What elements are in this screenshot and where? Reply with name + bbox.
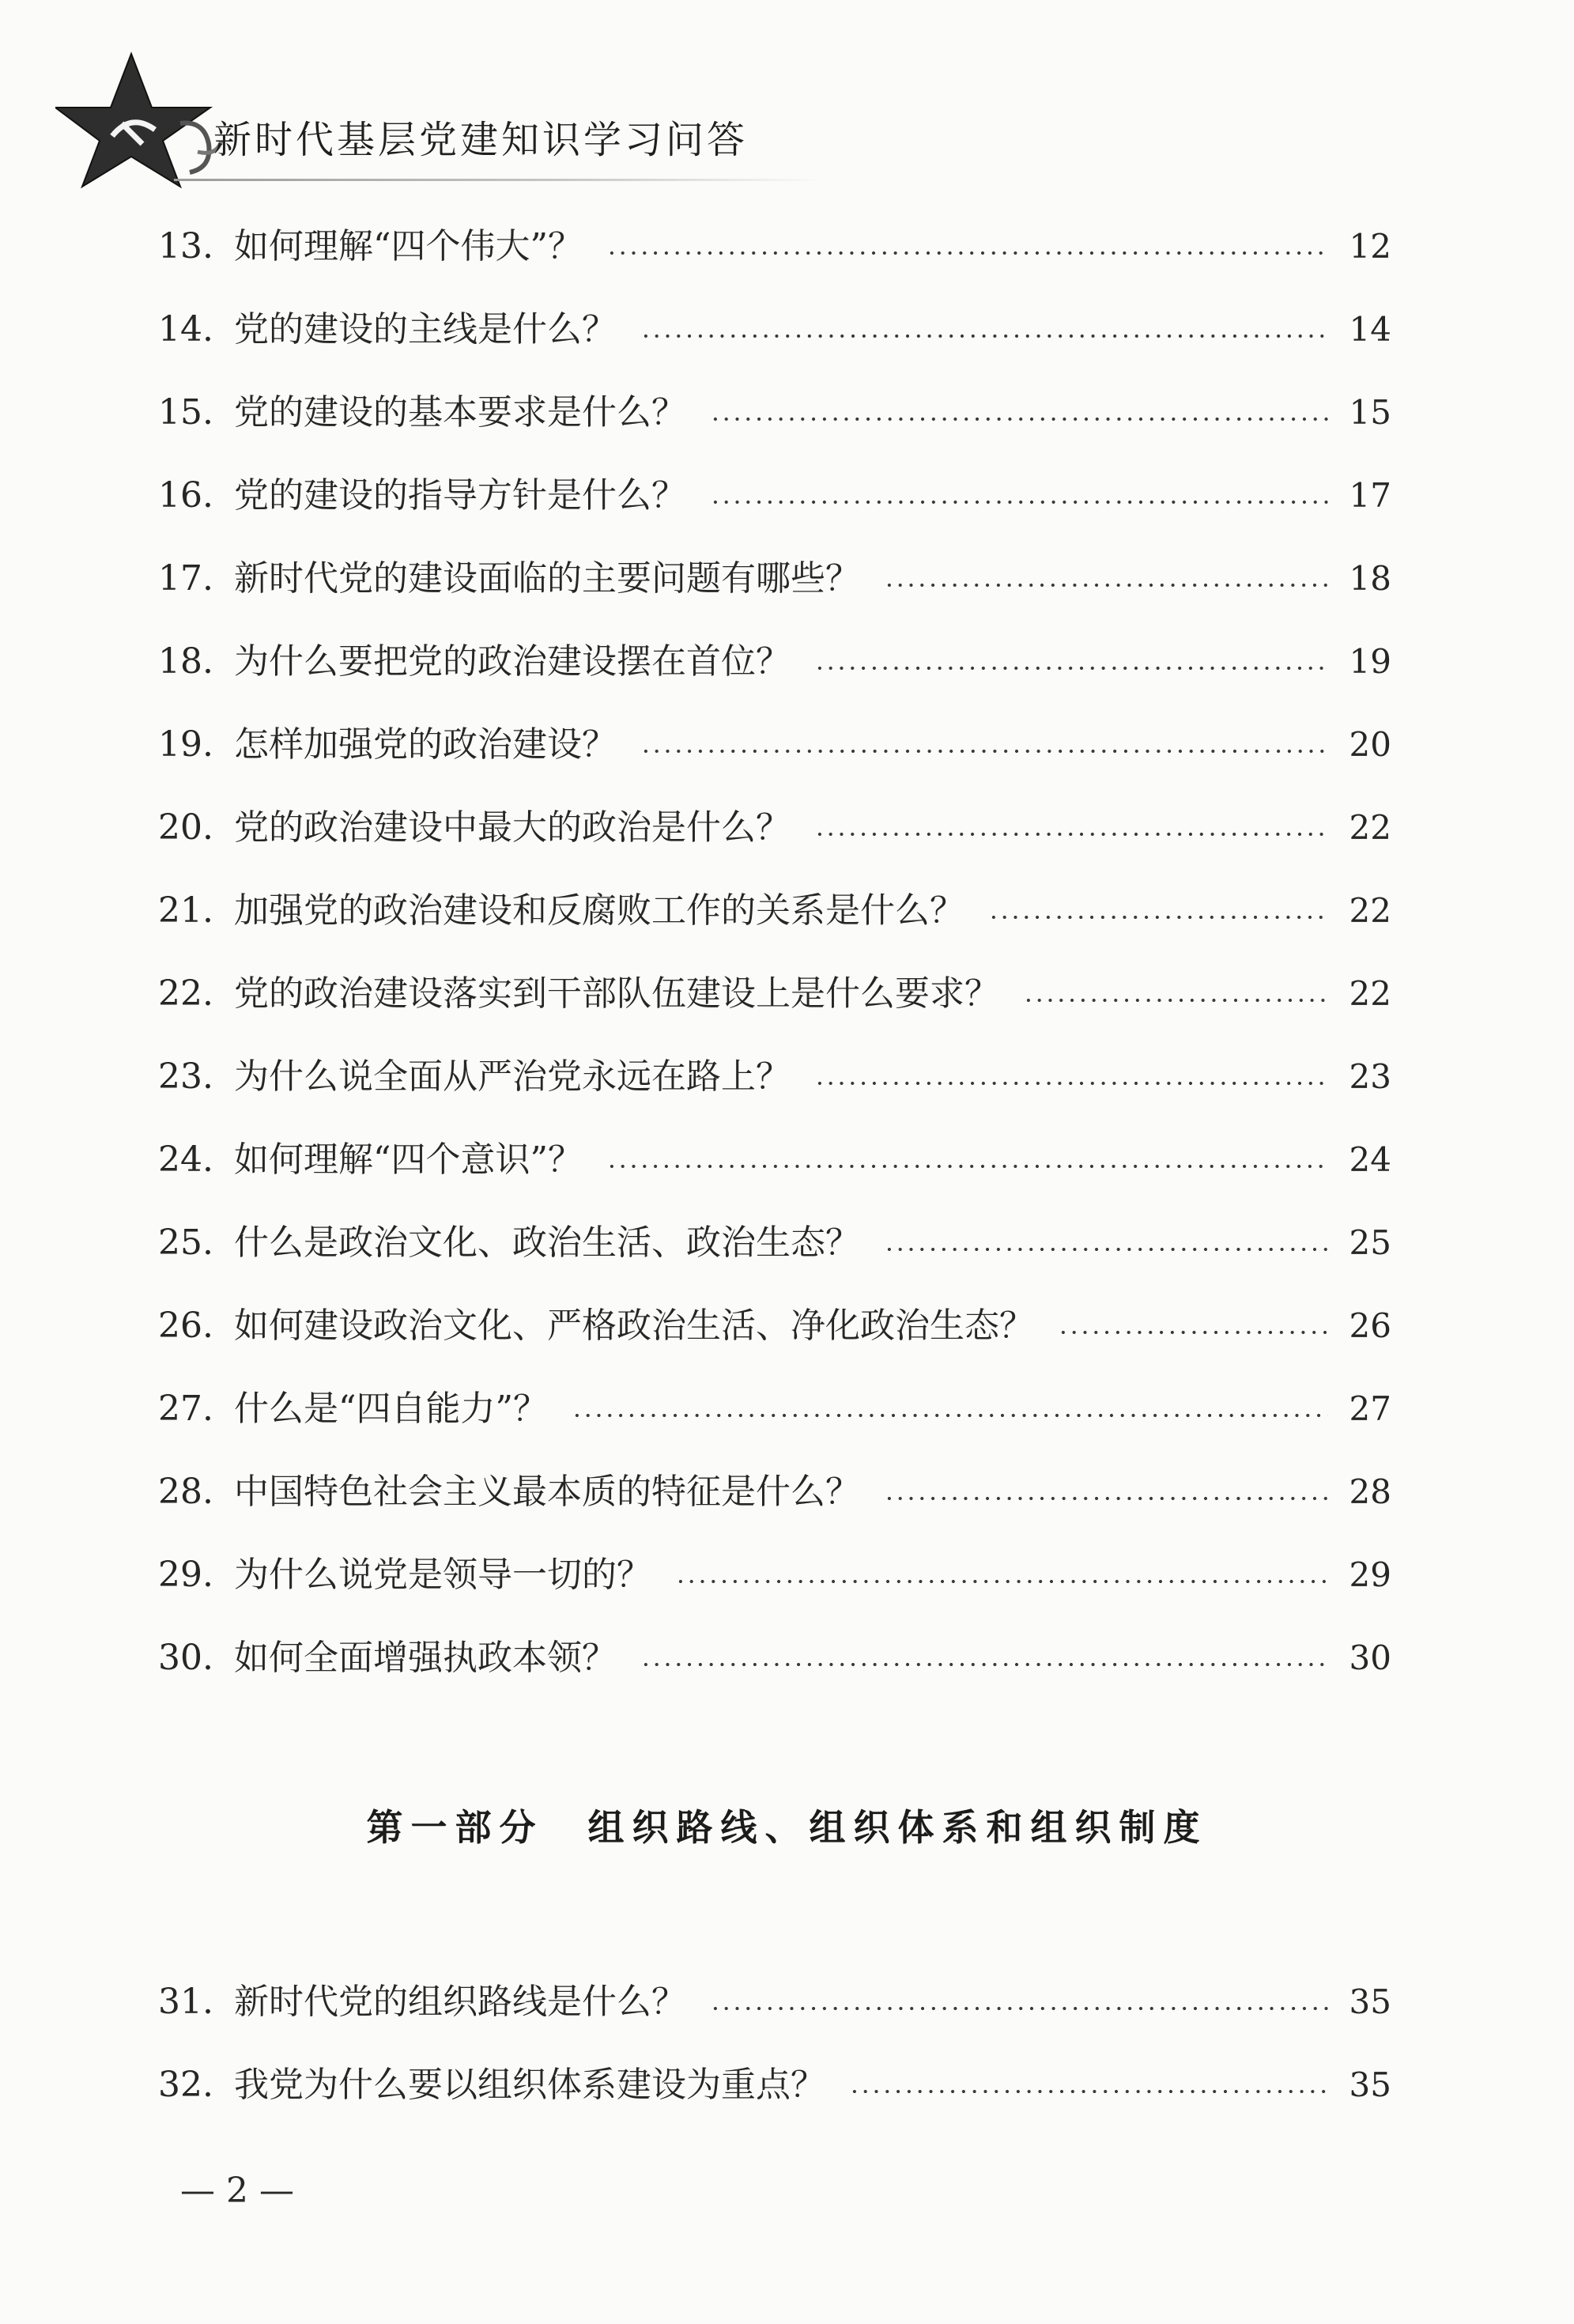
toc-item-title: 为什么说党是领导一切的？ (234, 1555, 651, 1595)
toc-item-title: 党的政治建设落实到干部队伍建设上是什么要求？ (234, 973, 999, 1014)
toc-item-title: 加强党的政治建设和反腐败工作的关系是什么？ (234, 890, 964, 931)
toc-item-number: 26. (158, 1306, 213, 1346)
toc-item-title: 新时代党的建设面临的主要问题有哪些？ (234, 558, 860, 599)
toc-item-number: 24. (158, 1139, 213, 1180)
toc-item-number: 29. (158, 1555, 213, 1595)
toc-item[interactable] (158, 1627, 1391, 1690)
toc-item-page: 35 (1349, 2065, 1391, 2104)
toc-item-title: 中国特色社会主义最本质的特征是什么？ (234, 1472, 860, 1512)
toc-item-number: 15. (158, 392, 213, 433)
toc-item-title: 什么是“四自能力”？ (234, 1389, 548, 1429)
toc-item-number: 19. (158, 724, 213, 765)
toc-dot-leader (988, 915, 1328, 920)
toc-item[interactable] (158, 1971, 1391, 2034)
toc-item-title: 为什么说全面从严治党永远在路上？ (234, 1056, 791, 1097)
toc-item-number: 18. (158, 641, 213, 682)
toc-item-title: 如何全面增强执政本领？ (234, 1638, 617, 1678)
toc-item-page: 26 (1349, 1306, 1391, 1345)
toc-dot-leader (884, 583, 1328, 588)
toc-item-title: 什么是政治文化、政治生活、政治生态？ (234, 1222, 860, 1263)
toc-item-title: 党的政治建设中最大的政治是什么？ (234, 807, 791, 848)
toc-item-number: 32. (158, 2065, 213, 2105)
toc-item-page: 23 (1349, 1057, 1391, 1096)
toc-dot-leader (884, 1247, 1328, 1252)
toc-item-page: 12 (1349, 227, 1391, 266)
toc-item-number: 25. (158, 1222, 213, 1263)
running-header (55, 47, 1439, 190)
toc-item-page: 25 (1349, 1223, 1391, 1262)
toc-item-page: 35 (1349, 1982, 1391, 2021)
toc-item-number: 20. (158, 807, 213, 848)
toc-item-number: 27. (158, 1389, 213, 1429)
toc-item-page: 17 (1349, 476, 1391, 515)
toc-item-number: 31. (158, 1982, 213, 2022)
toc-item[interactable] (158, 298, 1391, 361)
toc-item-page: 19 (1349, 642, 1391, 681)
party-emblem-star-icon (55, 47, 237, 190)
toc-item[interactable] (158, 1544, 1391, 1607)
toc-item-page: 18 (1349, 559, 1391, 598)
toc-dot-leader (675, 1579, 1328, 1584)
toc-item[interactable] (158, 2054, 1391, 2117)
toc-dot-leader (814, 832, 1328, 837)
toc-item-number: 23. (158, 1056, 213, 1097)
page-number: — 2 — (180, 2171, 294, 2211)
toc-item-number: 13. (158, 226, 213, 266)
toc-item-page: 29 (1349, 1555, 1391, 1594)
toc-item-number: 28. (158, 1472, 213, 1512)
toc-item-title: 党的建设的指导方针是什么？ (234, 475, 686, 516)
toc-item-title: 党的建设的主线是什么？ (234, 309, 617, 350)
toc-item-page: 14 (1349, 310, 1391, 349)
toc-item-number: 21. (158, 890, 213, 931)
toc-dot-leader (640, 749, 1328, 754)
toc-item-page: 22 (1349, 974, 1391, 1013)
toc-dot-leader (1058, 1330, 1328, 1335)
toc-item-page: 15 (1349, 393, 1391, 432)
toc-dot-leader (849, 2089, 1328, 2094)
toc-dot-leader (640, 1662, 1328, 1667)
toc-item-number: 22. (158, 973, 213, 1014)
toc-item-page: 28 (1349, 1472, 1391, 1511)
toc-item-number: 16. (158, 475, 213, 516)
toc-item[interactable] (158, 1461, 1391, 1524)
toc-item[interactable] (158, 1128, 1391, 1192)
toc-item[interactable] (158, 1294, 1391, 1358)
toc-item-title: 怎样加强党的政治建设？ (234, 724, 617, 765)
toc-dot-leader (814, 1081, 1328, 1086)
toc-item-title: 新时代党的组织路线是什么？ (234, 1982, 686, 2022)
toc-dot-leader (572, 1413, 1328, 1418)
toc-item[interactable] (158, 381, 1391, 444)
toc-dot-leader (606, 1164, 1328, 1169)
toc-dot-leader (640, 334, 1328, 338)
toc-item[interactable] (158, 796, 1391, 860)
toc-dot-leader (710, 2006, 1328, 2011)
toc-item-title: 我党为什么要以组织体系建设为重点？ (234, 2065, 825, 2105)
toc-item[interactable] (158, 630, 1391, 693)
toc-item-page: 20 (1349, 725, 1391, 764)
toc-item[interactable] (158, 215, 1391, 278)
toc-item[interactable] (158, 1045, 1391, 1109)
toc-item-number: 17. (158, 558, 213, 599)
toc-item-page: 30 (1349, 1638, 1391, 1677)
header-title: 新时代基层党建知识学习问答 (213, 118, 749, 162)
toc-item[interactable] (158, 1377, 1391, 1441)
toc-item[interactable] (158, 879, 1391, 943)
header-rule (174, 179, 822, 181)
toc-item-title: 党的建设的基本要求是什么？ (234, 392, 686, 433)
toc-item[interactable] (158, 464, 1391, 527)
toc-item-page: 22 (1349, 808, 1391, 847)
toc-item-title: 如何理解“四个意识”？ (234, 1139, 583, 1180)
toc-item-page: 22 (1349, 891, 1391, 930)
toc-dot-leader (710, 417, 1328, 421)
toc-dot-leader (606, 251, 1328, 255)
toc-item-page: 24 (1349, 1140, 1391, 1179)
toc-item[interactable] (158, 547, 1391, 610)
toc-dot-leader (710, 500, 1328, 504)
section-heading: 第一部分 组织路线、组织体系和组织制度 (366, 1806, 1208, 1849)
toc-dot-leader (1023, 998, 1328, 1003)
toc-item-title: 如何建设政治文化、严格政治生活、净化政治生态？ (234, 1306, 1034, 1346)
toc-dot-leader (884, 1496, 1328, 1501)
toc-item-number: 14. (158, 309, 213, 350)
toc-item[interactable] (158, 962, 1391, 1026)
toc-item[interactable] (158, 713, 1391, 777)
toc-item-number: 30. (158, 1638, 213, 1678)
toc-dot-leader (814, 666, 1328, 671)
toc-item-title: 为什么要把党的政治建设摆在首位？ (234, 641, 791, 682)
toc-item-title: 如何理解“四个伟大”？ (234, 226, 583, 266)
toc-item-page: 27 (1349, 1389, 1391, 1428)
toc-item[interactable] (158, 1211, 1391, 1275)
